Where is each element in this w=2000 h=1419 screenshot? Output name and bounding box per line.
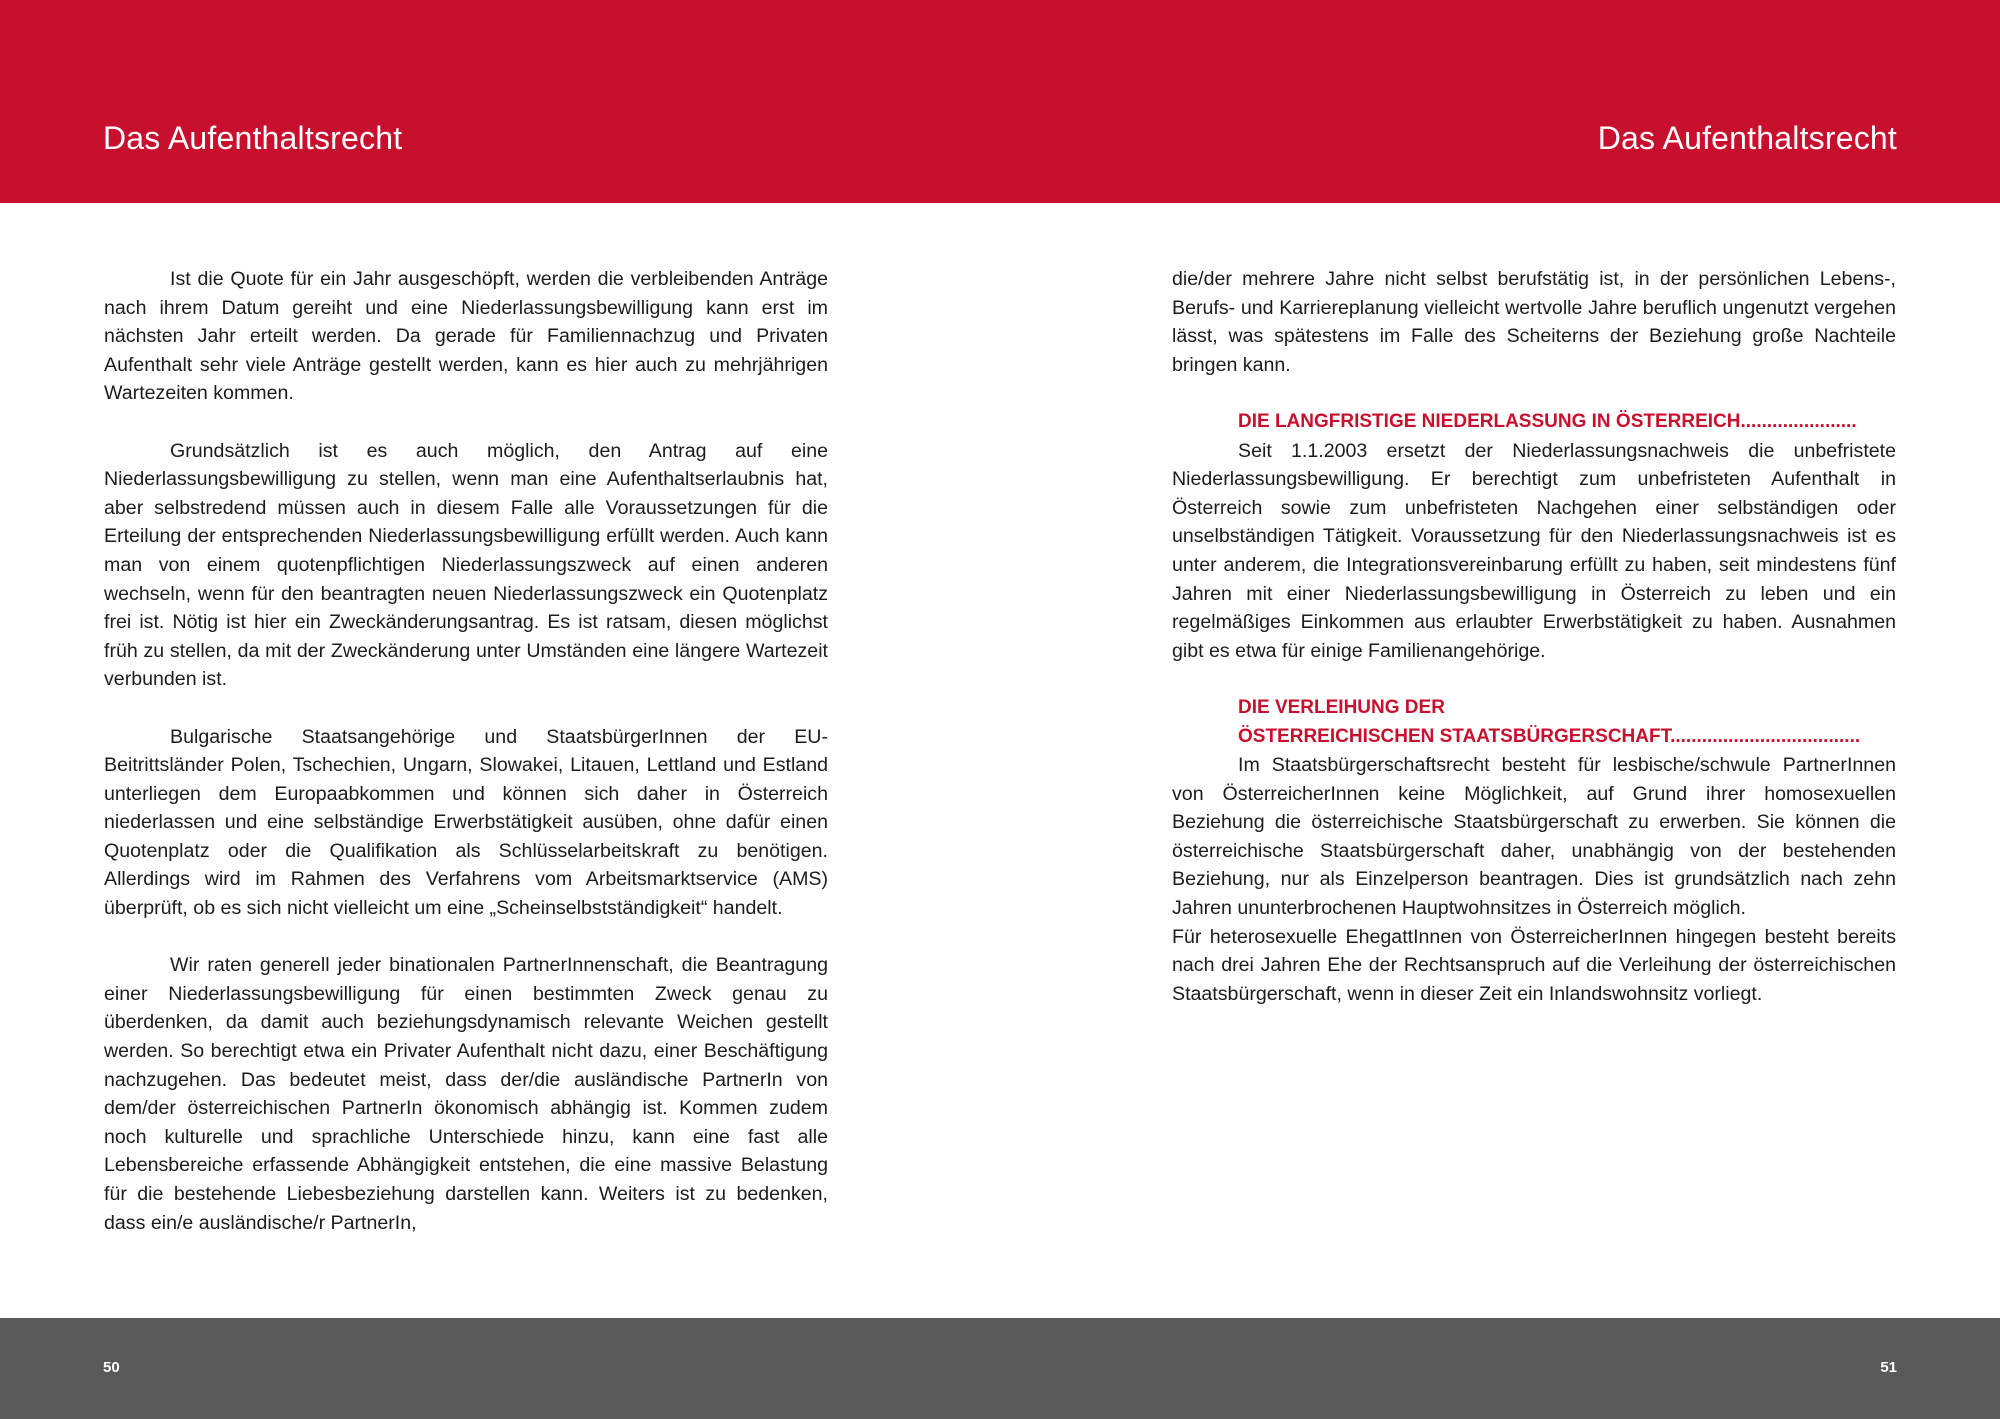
header-bar — [0, 0, 2000, 203]
footer-bar — [0, 1318, 2000, 1419]
leader-dots: ...................... — [1740, 410, 1857, 432]
paragraph: Bulgarische Staatsangehörige und StaatsbürgerInnen der EU-Beitrittsländer Polen, Tschechien, Ungarn, Slowakei, Litauen, Lettland und Estland unterliegen dem Europaabkommen und können sich daher in Österreich niederlassen und eine selbständige Erwerbstätigkeit ausüben, ohne dafür einen Quotenplatz oder die Qualifikation als Schlüsselarbeitskraft zu benötigen. Allerdings wird im Rahmen des Verfahrens vom Arbeitsmarktservice (AMS) überprüft, ob es sich nicht vielleicht um eine „Scheinselbstständigkeit“ handelt. — [104, 725, 828, 920]
paragraph: Im Staatsbürgerschaftsrecht besteht für lesbische/schwule PartnerInnen von ÖsterreicherInnen keine Möglichkeit, auf Grund ihrer homosexuellen Beziehung die österreichische Staatsbürgerschaft zu erwerben. Sie können die österreichische Staatsbürgerschaft daher, unabhängig von der bestehenden Beziehung, nur als Einzelperson beantragen. Dies ist grundsätzlich nach zehn Jahren ununterbrochenen Hauptwohnsitzes in Österreich möglich. — [1172, 754, 1896, 920]
paragraph: die/der mehrere Jahre nicht selbst berufstätig ist, in der persönlichen Lebens-, Berufs- und Karriereplanung vielleicht wertvolle Jahre beruflich ungenutzt vergehen lässt, was spätestens im Falle des Scheiterns der Beziehung große Nachteile bringen kann. — [1172, 268, 1896, 376]
paragraph: Für heterosexuelle EhegattInnen von ÖsterreicherInnen hingegen besteht bereits nach drei Jahren Ehe der Rechtsanspruch auf die Verleihung der österreichischen Staatsbürgerschaft, wenn in dieser Zeit ein Inlandswohnsitz vorliegt. — [1172, 925, 1896, 1005]
left-page-body — [104, 265, 828, 1237]
section-heading-niederlassung — [1238, 408, 1896, 437]
paragraph: Seit 1.1.2003 ersetzt der Niederlassungsnachweis die unbefristete Niederlassungsbewilligung. Er berechtigt zum unbefristeten Aufenthalt in Österreich sowie zum unbefristeten Nachgehen einer selbständigen oder unselbständigen Tätigkeit. Voraussetzung für den Niederlassungsnachweis ist es unter anderem, die Integrationsvereinbarung erfüllt zu haben, seit mindestens fünf Jahren mit einer Niederlassungsbewilligung in Österreich zu leben und ein regelmäßiges Einkommen aus erlaubter Erwerbstätigkeit zu haben. Ausnahmen gibt es etwa für einige Familienangehörige. — [1172, 439, 1896, 662]
paragraph: Grundsätzlich ist es auch möglich, den Antrag auf eine Niederlassungsbewilligung zu stellen, wenn man eine Aufenthaltserlaubnis hat, aber selbstredend müssen auch in diesem Falle alle Voraussetzungen für die Erteilung der entsprechenden Niederlassungsbewilligung erfüllt werden. Auch kann man von einem quotenpflichtigen Niederlassungszweck auf einen anderen wechseln, wenn für den beantragten neuen Niederlassungszweck ein Quotenplatz frei ist. Nötig ist hier ein Zweckänderungsantrag. Es ist ratsam, diesen möglichst früh zu stellen, da mit der Zweckänderung unter Umständen eine längere Wartezeit verbunden ist. — [104, 439, 828, 691]
leader-dots: .................................... — [1670, 725, 1861, 747]
paragraph: Wir raten generell jeder binationalen PartnerInnenschaft, die Beantragung einer Niederlassungsbewilligung für einen bestimmten Zweck genau zu überdenken, da damit auch beziehungsdynamisch relevante Weichen gestellt werden. So berechtigt etwa ein Privater Aufenthalt nicht dazu, einer Beschäftigung nachzugehen. Das bedeutet meist, dass der/die ausländische PartnerIn von dem/der österreichischen PartnerIn ökonomisch abhängig ist. Kommen zudem noch kulturelle und sprachliche Unterschiede hinzu, kann eine fast alle Lebensbereiche erfassende Abhängigkeit entstehen, die eine massive Belastung für die bestehende Liebesbeziehung darstellen kann. Weiters ist zu bedenken, dass ein/e ausländische/r PartnerIn, — [104, 954, 828, 1234]
section-heading-line: DIE VERLEIHUNG DER — [1238, 696, 1445, 718]
right-page-body — [1172, 265, 1896, 1008]
section-heading-line: ÖSTERREICHISCHEN STAATSBÜRGERSCHAFT — [1238, 725, 1671, 747]
left-page-number: 50 — [103, 1359, 120, 1376]
right-page-number: 51 — [1880, 1359, 1897, 1376]
section-heading-staatsbuergerschaft — [1238, 694, 1896, 751]
left-page-title: Das Aufenthaltsrecht — [103, 120, 403, 156]
section-heading-text: DIE LANGFRISTIGE NIEDERLASSUNG IN ÖSTERREICH — [1238, 410, 1741, 432]
right-page-title: Das Aufenthaltsrecht — [1597, 120, 1897, 156]
paragraph: Ist die Quote für ein Jahr ausgeschöpft, werden die verbleibenden Anträge nach ihrem Datum gereiht und eine Niederlassungsbewilligung kann erst im nächsten Jahr erteilt werden. Da gerade für Familiennachzug und Privaten Aufenthalt sehr viele Anträge gestellt werden, kann es hier auch zu mehrjährigen Wartezeiten kommen. — [104, 268, 828, 405]
